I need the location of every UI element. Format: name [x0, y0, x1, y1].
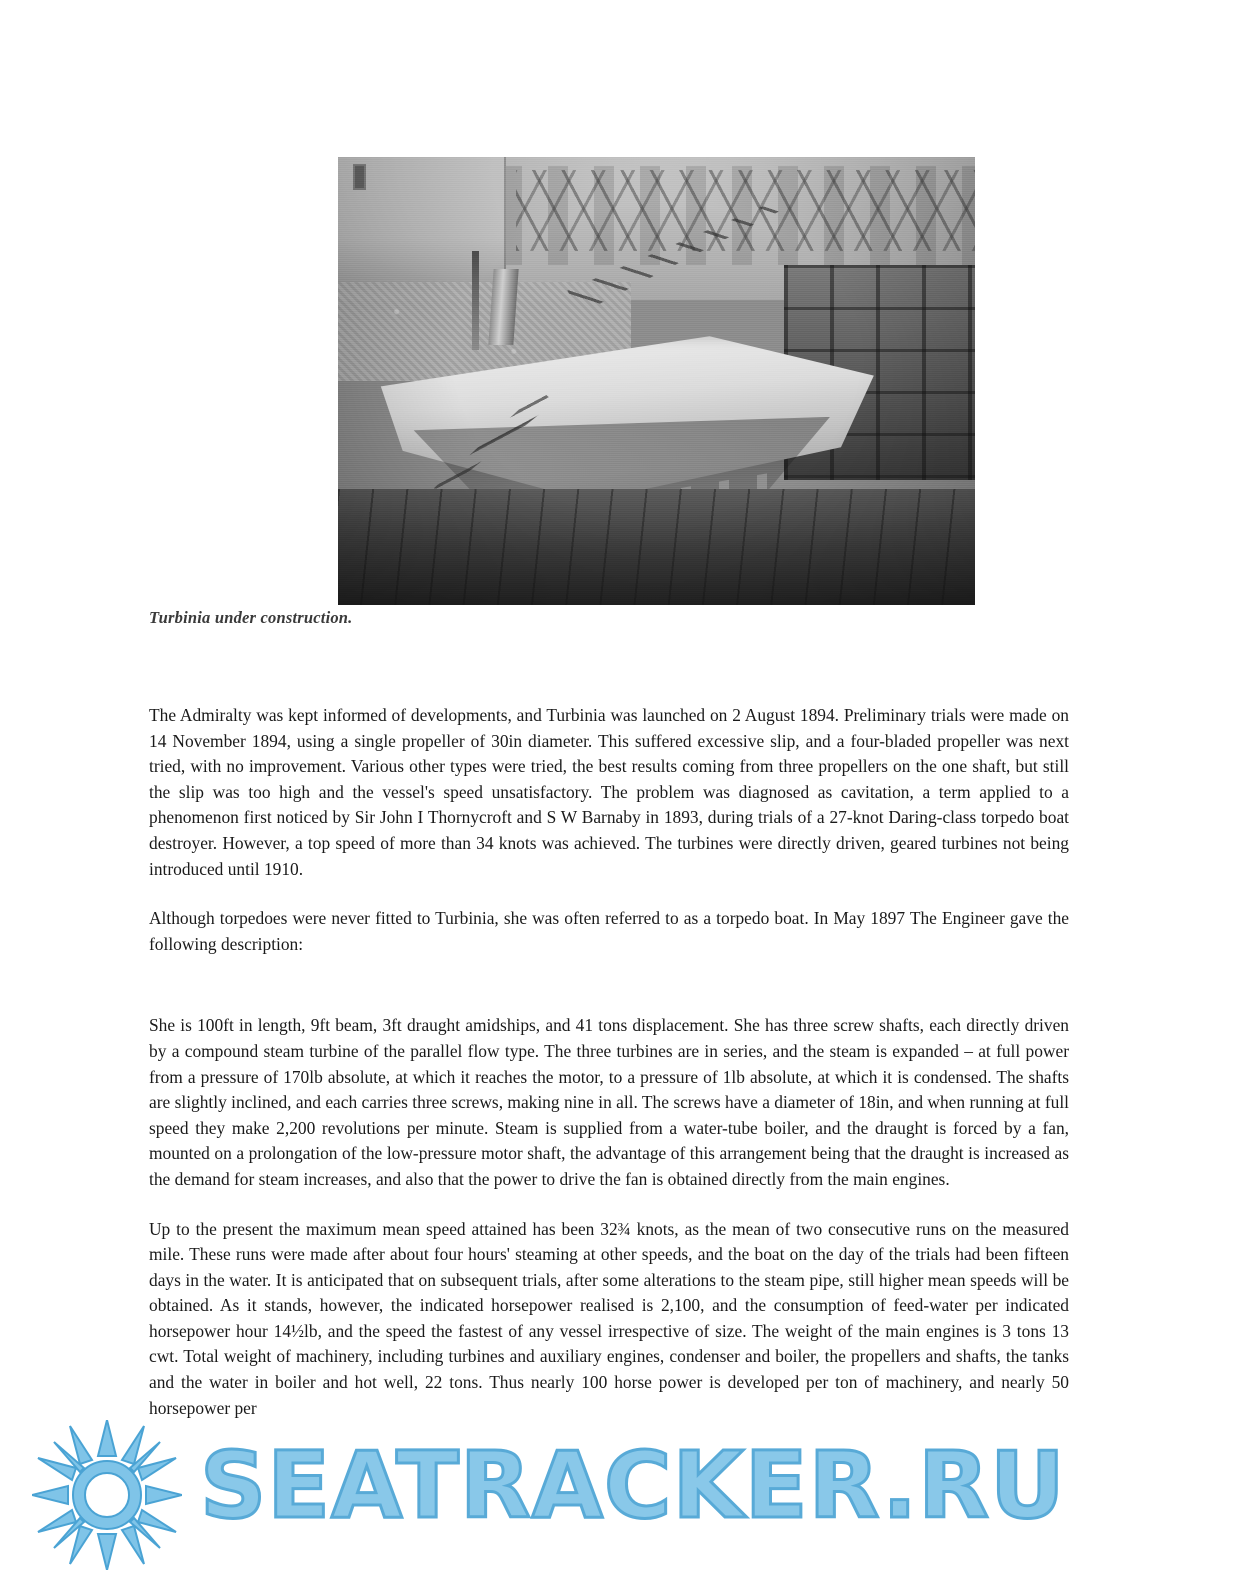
paragraph-3: She is 100ft in length, 9ft beam, 3ft draught amidships, and 41 tons displacement. She has three screw shafts, each directly driven by a compound steam turbine of the parallel flow type. The three turbines are in series, and the steam is expanded – at full power from a pressure of 170lb absolute, at which it reaches the motor, to a pressure of 1lb absolute, at which it is condensed. The shafts are slightly inclined, and each carries three screws, making nine in all. The screws have a diameter of 18in, and when running at full speed they make 2,200 revolutions per minute. Steam is supplied from a water-tube boiler, and the draught is forced by a fan, mounted on a prolongation of the low-pressure motor shaft, the advantage of this arrangement being that the draught is increased as the demand for steam increases, and also that the power to drive the fan is obtained directly from the main engines.: [149, 1015, 1069, 1189]
figure-caption: Turbinia under construction.: [149, 608, 353, 627]
photo-film-grain: [338, 157, 975, 605]
figure-turbinia-under-construction: [338, 157, 975, 605]
paragraph-2: Although torpedoes were never fitted to Turbinia, she was often referred to as a torpedo boat. In May 1897 The Engineer gave the following description:: [149, 908, 1069, 954]
paragraph-4: Up to the present the maximum mean speed attained has been 32¾ knots, as the mean of two consecutive runs on the measured mile. These runs were made after about four hours' steaming at other speeds, and the boat on the day of the trials had been fifteen days in the water. It is anticipated that on subsequent trials, after some alterations to the steam pipe, still higher mean speeds will be obtained. As it stands, however, the indicated horsepower realised is 2,100, and the consumption of feed-water per indicated horsepower hour 14½lb, and the speed the fastest of any vessel irrespective of size. The weight of the main engines is 3 tons 13 cwt. Total weight of machinery, including turbines and auxiliary engines, condenser and boiler, the propellers and shafts, the tanks and the water in boiler and hot well, 22 tons. Thus nearly 100 horse power is developed per ton of machinery, and nearly 50 horsepower per: [149, 1218, 1069, 1418]
photograph-turbinia: [338, 157, 975, 605]
paragraph-1: The Admiralty was kept informed of developments, and Turbinia was launched on 2 August 1894. Preliminary trials were made on 14 November 1894, using a single propeller of 30in diameter. This suffered excessive slip, and a four-bladed propeller was next tried, with no improvement. Various other types were tried, the best results coming from three propellers on the one shaft, but still the slip was too high and the vessel's speed unsatisfactory. The problem was diagnosed as cavitation, a term applied to a phenomenon first noticed by Sir John I Thornycroft and S W Barnaby in 1893, during trials of a 27-knot Daring-class torpedo boat destroyer. However, a top speed of more than 34 knots was achieved. The turbines were directly driven, geared turbines not being introduced until 1910.: [149, 705, 1069, 879]
watermark-text: SEATRACKER.RU: [200, 1432, 1066, 1539]
body-text: [149, 703, 1069, 1445]
